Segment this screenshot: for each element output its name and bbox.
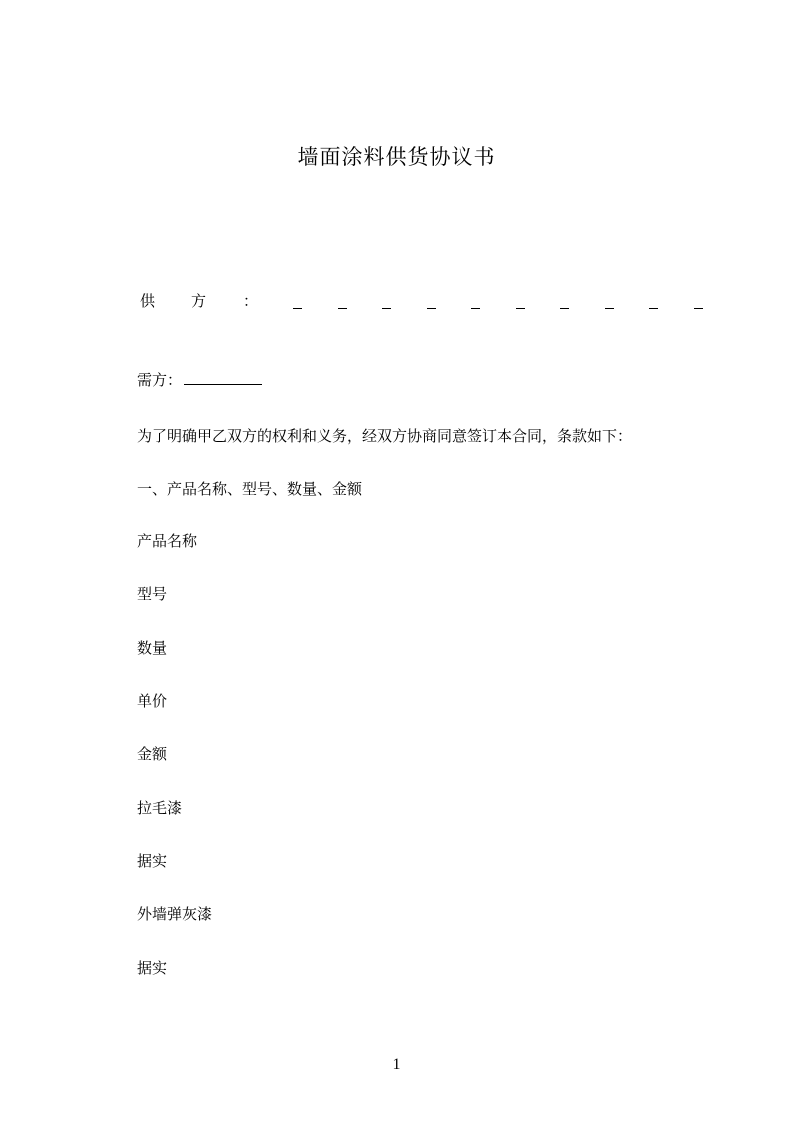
buyer-blank-line <box>184 369 262 385</box>
blank-dash <box>427 287 436 309</box>
buyer-field <box>137 369 262 391</box>
line-unit-price: 单价 <box>137 692 168 710</box>
supplier-blank-line <box>293 290 703 312</box>
line-model: 型号 <box>137 585 168 603</box>
line-actual-1: 据实 <box>137 852 168 870</box>
line-product-2: 外墙弹灰漆 <box>137 905 213 923</box>
blank-dash <box>516 287 525 309</box>
line-quantity: 数量 <box>137 639 168 657</box>
blank-dash <box>338 287 347 309</box>
line-actual-2: 据实 <box>137 959 168 977</box>
document-title: 墙面涂料供货协议书 <box>297 145 496 169</box>
blank-dash <box>605 287 614 309</box>
supplier-field <box>137 290 707 312</box>
buyer-label: 需方： <box>137 371 183 389</box>
blank-dash <box>293 287 302 309</box>
section-heading: 一、产品名称、型号、数量、金额 <box>137 480 363 498</box>
supplier-label-colon: ： <box>243 292 259 310</box>
blank-dash <box>649 287 658 309</box>
blank-dash <box>471 287 480 309</box>
blank-dash <box>382 287 391 309</box>
supplier-label-char-1: 供 <box>140 292 156 310</box>
line-amount: 金额 <box>137 745 168 763</box>
line-product-1: 拉毛漆 <box>137 799 183 817</box>
blank-dash <box>694 287 703 309</box>
intro-paragraph: 为了明确甲乙双方的权利和义务，经双方协商同意签订本合同，条款如下： <box>137 427 633 445</box>
blank-dash <box>560 287 569 309</box>
line-product-name: 产品名称 <box>137 532 198 550</box>
supplier-label-char-2: 方 <box>191 292 207 310</box>
page-number: 1 <box>392 1056 401 1073</box>
